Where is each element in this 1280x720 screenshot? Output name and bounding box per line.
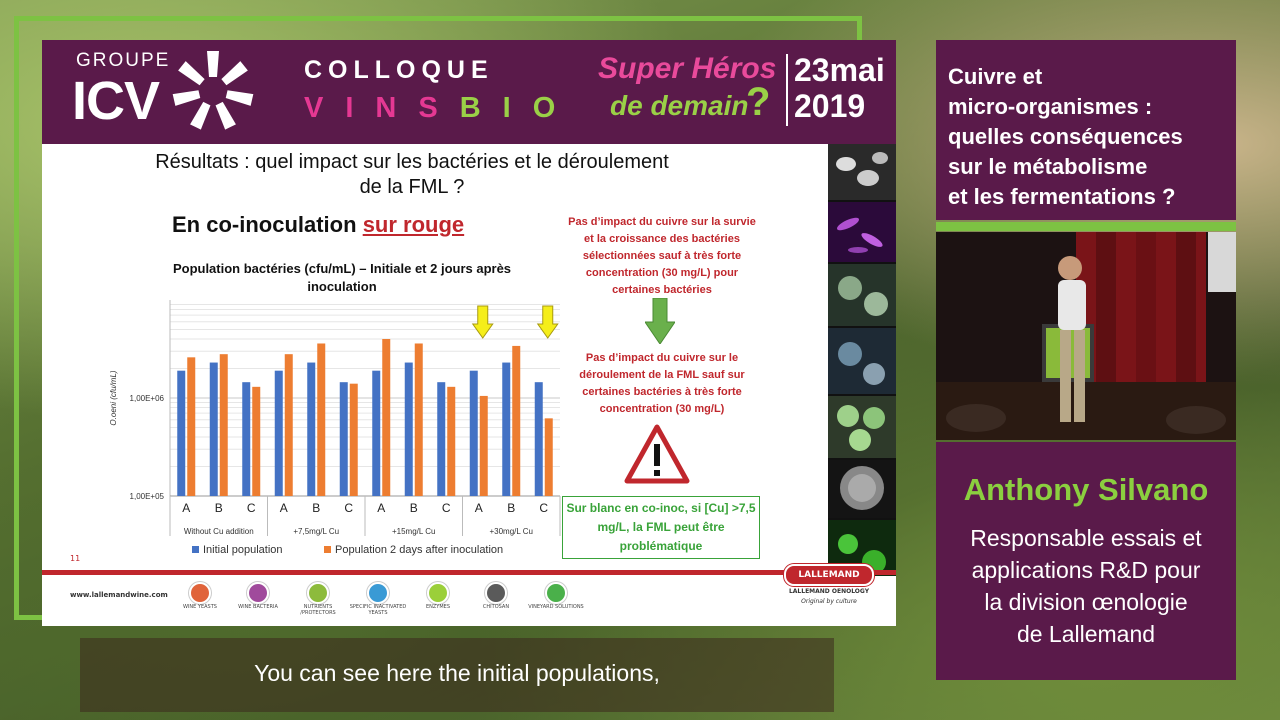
group-label: +15mg/L Cu (391, 527, 436, 536)
category-label: B (409, 501, 418, 515)
role-line: de Lallemand (1016, 621, 1156, 647)
chart-bar (285, 354, 293, 496)
lallemand-tagline: Original by culture (801, 598, 857, 605)
chart-bar (447, 387, 455, 496)
topic-line: sur le métabolisme (948, 154, 1148, 179)
footer-product-icon (484, 582, 508, 610)
de-demain-label: de demain (610, 90, 749, 121)
speaker-panel (936, 442, 1236, 680)
product-circle-icon (247, 582, 269, 604)
caption-bar (80, 638, 834, 712)
group-label: +7,5mg/L Cu (293, 527, 340, 536)
event-date-year: 2019 (794, 88, 866, 124)
product-label: NUTRIENTS /PROTECTORS (300, 604, 336, 616)
chart-bar (437, 382, 445, 496)
category-label: C (246, 501, 256, 515)
bio-label: BIO (459, 92, 578, 124)
subtitle-highlight: sur rouge (362, 212, 465, 237)
category-label: C (539, 501, 549, 515)
role-line: Responsable essais et (970, 525, 1202, 551)
category-label: B (214, 501, 223, 515)
chart-bar (220, 354, 228, 496)
panel-green-divider (936, 222, 1236, 231)
note-copper-survival: Pas d’impact du cuivre sur la survie et la croissance des bactéries sélectionnées sauf à très forte concentration (30 mg/L) pour certaines bactéries (568, 216, 756, 296)
note-copper-fml: Pas d’impact du cuivre sur le déroulement de la FML sauf sur certaines bactéries à très forte concentration (30 mg/L) (579, 352, 745, 415)
legend-label-initial: Initial population (203, 544, 283, 556)
topic-panel (936, 40, 1236, 220)
event-date-day: 23mai (794, 52, 885, 88)
category-label: B (507, 501, 516, 515)
slide-title: Résultats : quel impact sur les bactéries et le déroulement de la FML ? (155, 151, 669, 198)
event-header-banner (42, 40, 896, 144)
product-label: ENZYMES (425, 604, 451, 610)
microorganism-images (828, 144, 896, 582)
chart-bar (350, 384, 358, 496)
icv-star-logo-icon (170, 48, 256, 134)
microorganism-image-strip (828, 144, 896, 582)
product-circle-icon (485, 582, 507, 604)
page-number: 11 (70, 554, 81, 563)
legend-label-after: Population 2 days after inoculation (335, 544, 504, 556)
chart-bar (187, 357, 195, 496)
group-label: Without Cu addition (183, 527, 254, 536)
down-arrow-icon (645, 298, 675, 344)
groupe-label: GROUPE (76, 50, 171, 71)
chart-bar (307, 363, 315, 496)
chart-bar (210, 363, 218, 496)
product-label: CHITOSAN (482, 604, 510, 610)
topic-title (948, 62, 1183, 212)
subtitle-prefix: En co-inoculation (172, 212, 357, 237)
speaker-video-frame (936, 232, 1236, 440)
chart-bar (512, 346, 520, 496)
colloque-label: COLLOQUE (304, 56, 494, 84)
product-circle-icon (545, 582, 567, 604)
slide-subtitle (172, 212, 464, 238)
category-label: A (474, 501, 483, 515)
topic-line: et les fermentations ? (948, 184, 1176, 209)
topic-line: micro-organismes : (948, 94, 1153, 119)
footer-red-bar (42, 570, 896, 575)
slide-footer (42, 576, 896, 626)
warning-icon (624, 424, 690, 484)
chart-bar (502, 363, 510, 496)
product-circle-icon (189, 582, 211, 604)
legend-item-after (324, 544, 503, 556)
chart-bar (470, 371, 478, 496)
chart-bar (535, 382, 543, 496)
chart-bar (480, 396, 488, 496)
product-label: VINEYARD SOLUTIONS (528, 604, 584, 610)
footer-product-icon (426, 582, 450, 610)
chart-bar (177, 371, 185, 496)
y-tick-label: 1,00E+06 (129, 394, 164, 403)
icv-logo-text: ICV (72, 71, 160, 131)
product-label: SPECIFIC INACTIVATED YEASTS (349, 604, 407, 616)
footer-product-icon (238, 582, 278, 610)
chart-bar (415, 343, 423, 496)
super-heros-label: Super Héros (598, 52, 777, 85)
chart-bar (242, 382, 250, 496)
topic-line: Cuivre et (948, 64, 1043, 89)
note-white-wine: Sur blanc en co-inoc, si [Cu] >7,5 mg/L, la FML peut être problématique (562, 496, 760, 559)
chart-bar (405, 363, 413, 496)
category-label: A (377, 501, 386, 515)
product-circle-icon (367, 582, 389, 604)
chart-title: Population bactéries (cfu/mL) – Initiale et 2 jours après inoculation (172, 261, 512, 294)
footer-product-icon (528, 582, 584, 610)
presentation-slide (42, 40, 896, 626)
speaker-name: Anthony Silvano (963, 472, 1209, 507)
y-tick-label: 1,00E+05 (129, 492, 164, 501)
chart-bar (275, 371, 283, 496)
group-label: +30mg/L Cu (489, 527, 534, 536)
chart-bar (317, 343, 325, 496)
role-line: applications R&D pour (971, 557, 1201, 583)
chart-bar (372, 371, 380, 496)
product-circle-icon (427, 582, 449, 604)
product-circle-icon (307, 582, 329, 604)
speaker-role (936, 522, 1236, 650)
category-label: C (344, 501, 354, 515)
question-mark-label: ? (746, 80, 771, 124)
chart-bar (340, 382, 348, 496)
lallemand-oenology-label: LALLEMAND OENOLOGY (788, 588, 870, 595)
legend-swatch-orange (324, 546, 331, 553)
header-divider (786, 54, 788, 126)
chart-bar (252, 387, 260, 496)
product-label: WINE YEASTS (183, 604, 217, 610)
topic-line: quelles conséquences (948, 124, 1183, 149)
category-label: B (312, 501, 321, 515)
footer-product-icon (300, 582, 336, 616)
footer-product-icon (349, 582, 407, 616)
lallemand-logo: LALLEMAND (784, 564, 874, 586)
chart-bar (545, 418, 553, 496)
chart-bar (382, 339, 390, 496)
vins-label: VINS (304, 92, 460, 124)
speaker-video (936, 232, 1236, 440)
vinsbio-label (304, 92, 577, 125)
bar-chart (102, 290, 562, 546)
category-label: C (441, 501, 451, 515)
legend-swatch-blue (192, 546, 199, 553)
y-axis-label: O.oeni (cfu/mL) (109, 370, 118, 426)
footer-product-icon (183, 582, 217, 610)
category-label: A (182, 501, 191, 515)
product-label: WINE BACTERIA (238, 604, 278, 610)
footer-url: www.lallemandwine.com (70, 591, 168, 599)
caption-text: You can see here the initial populations, (254, 660, 660, 686)
category-label: A (279, 501, 288, 515)
role-line: la division œnologie (984, 589, 1188, 615)
legend-item-initial (192, 544, 283, 556)
